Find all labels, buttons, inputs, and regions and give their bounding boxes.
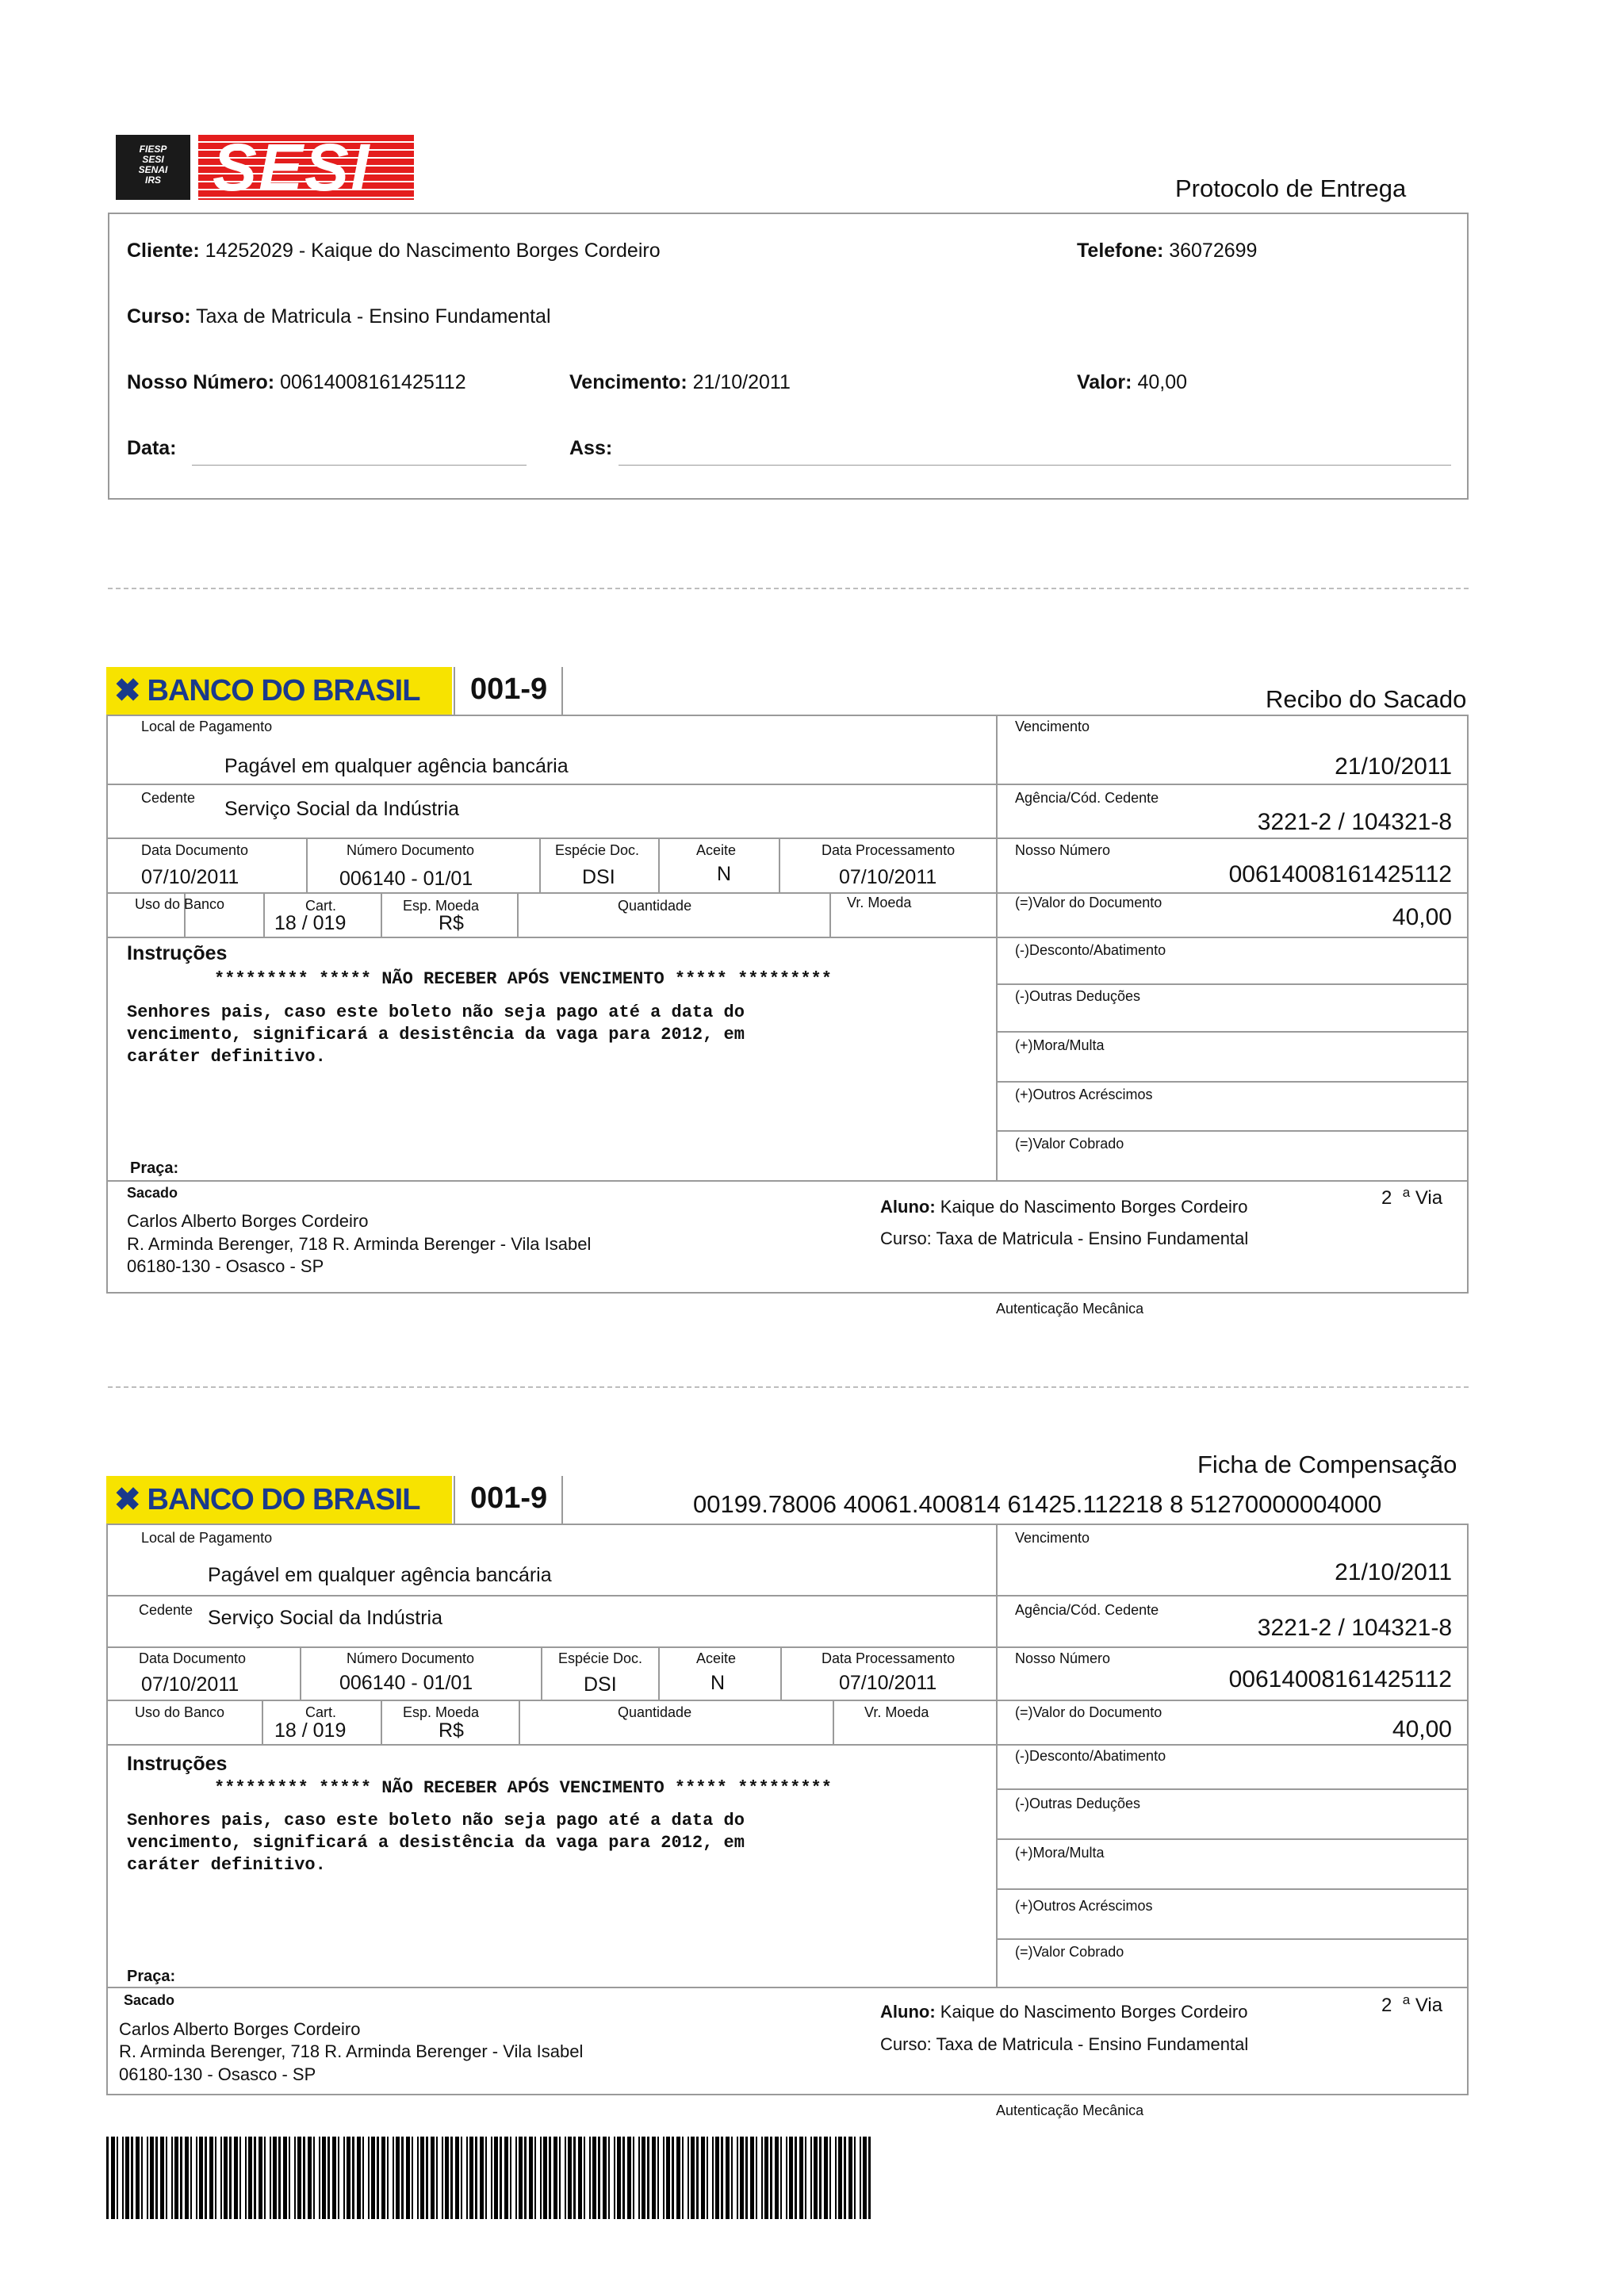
valor-doc-value: 40,00 xyxy=(1392,904,1452,930)
local-value: Pagável em qualquer agência bancária xyxy=(224,755,569,777)
bank-logo xyxy=(106,667,452,715)
f-valor-doc-label: (=)Valor do Documento xyxy=(1015,1704,1162,1720)
data-signature-line xyxy=(192,465,527,466)
bank-logo-text-2: BANCO DO BRASIL xyxy=(147,1482,420,1516)
autenticacao: Autenticação Mecânica xyxy=(996,1301,1144,1317)
data-proc-value: 07/10/2011 xyxy=(839,866,937,888)
f-cart-value: 18 / 019 xyxy=(274,1719,347,1742)
f-vencimento-value: 21/10/2011 xyxy=(1335,1559,1452,1585)
f-valor-cobrado-label: (=)Valor Cobrado xyxy=(1015,1944,1124,1960)
instrucoes-label: Instruções xyxy=(127,942,228,964)
nosso-value: 00614008161425112 xyxy=(1228,861,1452,887)
recibo-title: Recibo do Sacado xyxy=(1266,685,1467,713)
sacado-name: Carlos Alberto Borges Cordeiro xyxy=(127,1211,369,1231)
cart-label: Cart. xyxy=(305,898,337,914)
vr-moeda-label: Vr. Moeda xyxy=(847,895,912,910)
instr-line-2: Senhores pais, caso este boleto não seja pago até a data do xyxy=(127,1002,745,1022)
uso-label: Uso do Banco xyxy=(135,896,225,912)
barcode xyxy=(106,2137,871,2219)
num-doc-value: 006140 - 01/01 xyxy=(339,868,473,890)
bank-logo-icon: ✖ xyxy=(114,673,141,708)
bank-logo-2 xyxy=(106,1476,452,1524)
f-especie-value: DSI xyxy=(584,1673,617,1696)
f-aluno-row: Aluno: Kaique do Nascimento Borges Cordeiro xyxy=(880,2002,1248,2022)
f-curso-line: Curso: Taxa de Matricula - Ensino Fundamental xyxy=(880,2034,1249,2054)
f-esp-moeda-value: R$ xyxy=(439,1719,464,1742)
f-instr-line-3: vencimento, significará a desistência da vaga para 2012, em xyxy=(127,1833,745,1853)
vencimento-row: Vencimento: 21/10/2011 xyxy=(569,371,791,393)
f-nosso-label: Nosso Número xyxy=(1015,1650,1111,1666)
f-sacado-city: 06180-130 - Osasco - SP xyxy=(119,2064,316,2084)
f-valor-doc-value: 40,00 xyxy=(1392,1716,1452,1742)
praca-label: Praça: xyxy=(130,1159,179,1177)
quantidade-label: Quantidade xyxy=(618,898,692,914)
f-cedente-label: Cedente xyxy=(139,1602,193,1618)
f-esp-moeda-label: Esp. Moeda xyxy=(403,1704,480,1720)
outros-acr-label: (+)Outros Acréscimos xyxy=(1015,1087,1153,1102)
instr-line-1: ********* ***** NÃO RECEBER APÓS VENCIMENTO ***** ********* xyxy=(214,969,832,989)
nosso-numero-row: Nosso Número: 00614008161425112 xyxy=(127,371,466,393)
f-instr-line-4: caráter definitivo. xyxy=(127,1855,326,1875)
especie-value: DSI xyxy=(582,866,615,888)
ass-signature-line xyxy=(619,465,1451,466)
curso-row: Curso: Taxa de Matricula - Ensino Fundamental xyxy=(127,305,551,328)
f-mora-label: (+)Mora/Multa xyxy=(1015,1845,1105,1861)
f-quantidade-label: Quantidade xyxy=(618,1704,692,1720)
f-sacado-addr: R. Arminda Berenger, 718 R. Arminda Berenger - Vila Isabel xyxy=(119,2041,584,2061)
protocolo-title: Protocolo de Entrega xyxy=(1175,174,1407,202)
valor-cobrado-label: (=)Valor Cobrado xyxy=(1015,1136,1124,1152)
data-doc-value: 07/10/2011 xyxy=(141,866,239,888)
sacado-city: 06180-130 - Osasco - SP xyxy=(127,1256,324,1276)
cedente-value: Serviço Social da Indústria xyxy=(224,798,459,820)
f-local-label: Local de Pagamento xyxy=(141,1530,273,1546)
bank-code-2: 001-9 xyxy=(470,1481,548,1515)
vencimento-value: 21/10/2011 xyxy=(1335,753,1452,780)
bank-logo-text: BANCO DO BRASIL xyxy=(147,673,420,707)
f-praca-label: Praça: xyxy=(127,1968,176,1985)
cut-line-1 xyxy=(108,588,1469,589)
data-doc-label: Data Documento xyxy=(141,842,249,858)
cut-line-2 xyxy=(108,1386,1469,1388)
f-instr-line-1: ********* ***** NÃO RECEBER APÓS VENCIMENTO ***** ********* xyxy=(214,1778,832,1798)
f-local-value: Pagável em qualquer agência bancária xyxy=(208,1564,552,1586)
data-label: Data: xyxy=(127,437,177,459)
f-aceite-value: N xyxy=(710,1672,726,1694)
f-data-proc-label: Data Processamento xyxy=(822,1650,956,1666)
f-vencimento-label: Vencimento xyxy=(1015,1530,1090,1546)
sacado-addr: R. Arminda Berenger, 718 R. Arminda Berenger - Vila Isabel xyxy=(127,1234,592,1254)
esp-moeda-value: R$ xyxy=(439,912,464,934)
agencia-value: 3221-2 / 104321-8 xyxy=(1257,809,1452,835)
valor-row: Valor: 40,00 xyxy=(1077,371,1187,393)
aceite-value: N xyxy=(717,863,732,885)
cedente-label: Cedente xyxy=(141,790,196,806)
aceite-label: Aceite xyxy=(696,842,737,858)
instr-line-3: vencimento, significará a desistência da vaga para 2012, em xyxy=(127,1025,745,1045)
f-instr-line-2: Senhores pais, caso este boleto não seja pago até a data do xyxy=(127,1811,745,1830)
mora-label: (+)Mora/Multa xyxy=(1015,1037,1105,1053)
data-proc-label: Data Processamento xyxy=(822,842,956,858)
instr-line-4: caráter definitivo. xyxy=(127,1047,326,1067)
f-via-label: 2 $^a$ Via xyxy=(1381,1992,1443,2016)
f-sacado-label: Sacado xyxy=(124,1992,175,2008)
f-outras-ded-label: (-)Outras Deduções xyxy=(1015,1796,1141,1811)
linha-digitavel: 00199.78006 40061.400814 61425.112218 8 51270000004000 xyxy=(693,1490,1382,1518)
valor-doc-label: (=)Valor do Documento xyxy=(1015,895,1162,910)
f-nosso-value: 00614008161425112 xyxy=(1228,1666,1452,1692)
f-autenticacao: Autenticação Mecânica xyxy=(996,2102,1144,2118)
bank-code: 001-9 xyxy=(470,673,548,706)
aluno-row: Aluno: Kaique do Nascimento Borges Cordeiro xyxy=(880,1197,1248,1217)
outras-ded-label: (-)Outras Deduções xyxy=(1015,988,1141,1004)
sesi-logo-text: SESI xyxy=(213,130,371,205)
bank-code-divider-right xyxy=(561,667,563,715)
f-data-doc-value: 07/10/2011 xyxy=(141,1673,239,1696)
f-aceite-label: Aceite xyxy=(696,1650,737,1666)
f-num-doc-label: Número Documento xyxy=(347,1650,475,1666)
agencia-label: Agência/Cód. Cedente xyxy=(1015,790,1159,806)
sacado-label: Sacado xyxy=(127,1185,178,1201)
f-agencia-label: Agência/Cód. Cedente xyxy=(1015,1602,1159,1618)
bank-code-divider-left xyxy=(454,667,455,715)
f-desconto-label: (-)Desconto/Abatimento xyxy=(1015,1748,1166,1764)
telefone-row: Telefone: 36072699 xyxy=(1077,240,1258,262)
f-cart-label: Cart. xyxy=(305,1704,337,1720)
local-label: Local de Pagamento xyxy=(141,719,273,734)
f-data-proc-value: 07/10/2011 xyxy=(839,1672,937,1694)
desconto-label: (-)Desconto/Abatimento xyxy=(1015,942,1166,958)
bank-logo-icon-2: ✖ xyxy=(114,1482,141,1517)
f-num-doc-value: 006140 - 01/01 xyxy=(339,1672,473,1694)
cart-value: 18 / 019 xyxy=(274,912,347,934)
f-especie-label: Espécie Doc. xyxy=(558,1650,643,1666)
nosso-label: Nosso Número xyxy=(1015,842,1111,858)
f-outros-acr-label: (+)Outros Acréscimos xyxy=(1015,1898,1153,1914)
esp-moeda-label: Esp. Moeda xyxy=(403,898,480,914)
f-cedente-value: Serviço Social da Indústria xyxy=(208,1607,442,1629)
ficha-title: Ficha de Compensação xyxy=(1197,1451,1457,1478)
fiesp-logo: FIESP SESI SENAI IRS xyxy=(116,135,190,200)
via-label: 2 $^a$ Via xyxy=(1381,1185,1443,1209)
f-agencia-value: 3221-2 / 104321-8 xyxy=(1257,1615,1452,1641)
f-vr-moeda-label: Vr. Moeda xyxy=(864,1704,929,1720)
f-instrucoes-label: Instruções xyxy=(127,1753,228,1775)
f-sacado-name: Carlos Alberto Borges Cordeiro xyxy=(119,2019,361,2039)
cliente-row: Cliente: 14252029 - Kaique do Nascimento Borges Cordeiro xyxy=(127,240,661,262)
especie-label: Espécie Doc. xyxy=(555,842,640,858)
f-uso-label: Uso do Banco xyxy=(135,1704,225,1720)
num-doc-label: Número Documento xyxy=(347,842,475,858)
ass-label: Ass: xyxy=(569,437,613,459)
f-data-doc-label: Data Documento xyxy=(139,1650,247,1666)
curso-line: Curso: Taxa de Matricula - Ensino Fundamental xyxy=(880,1228,1249,1248)
vencimento-label: Vencimento xyxy=(1015,719,1090,734)
